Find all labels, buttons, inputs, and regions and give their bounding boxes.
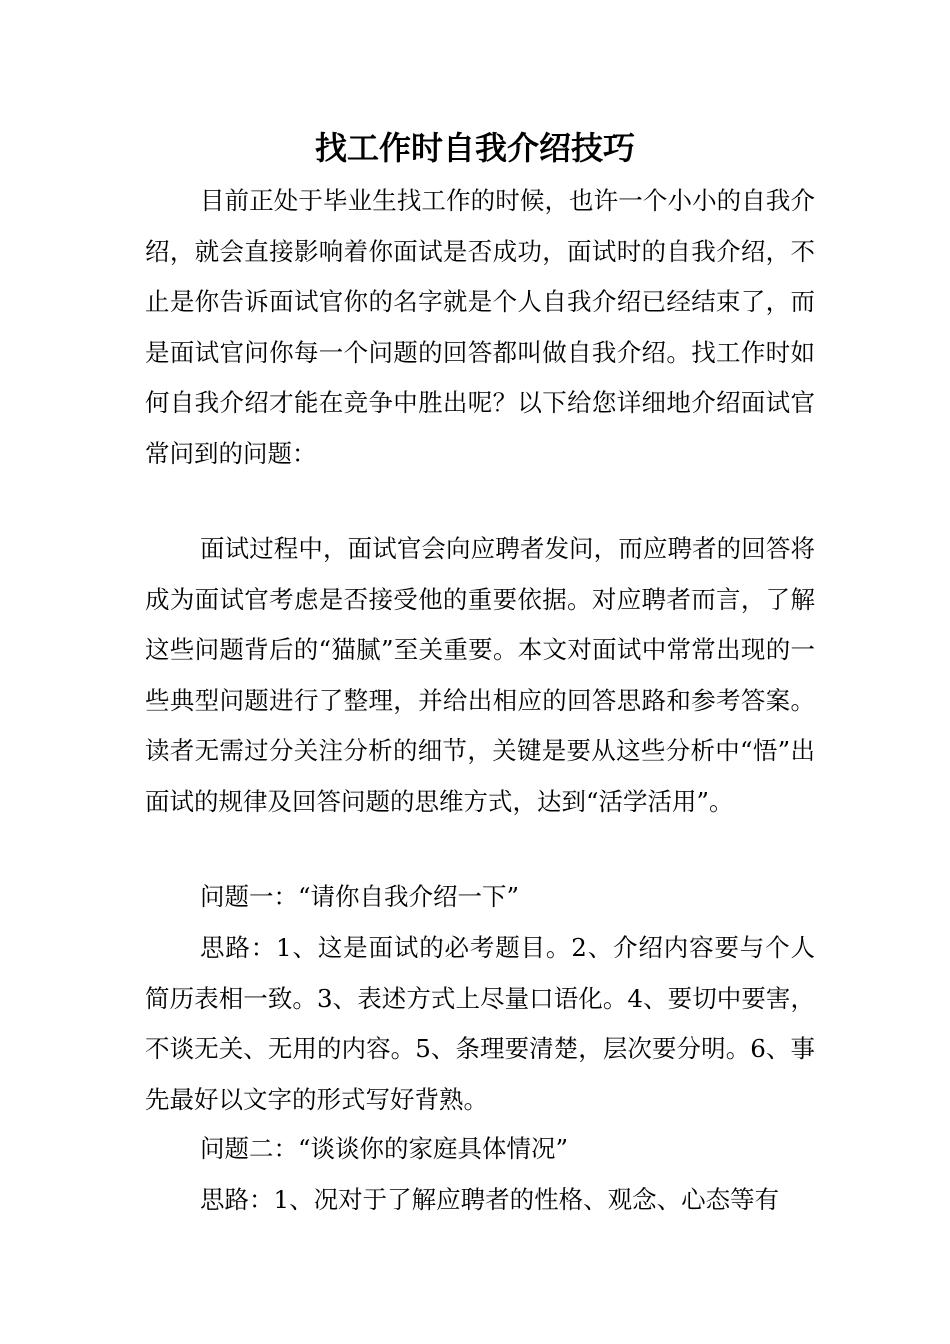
question-two-heading: 问题二：“谈谈你的家庭具体情况”	[200, 1134, 569, 1163]
question-one-answer: 思路：1、这是面试的必考题目。2、介绍内容要与个人简历表相一致。3、表述方式上尽量口语化。4、要切中要害，不谈无关、无用的内容。5、条理要清楚，层次要分明。6、事先最好以文字的形式写好背熟。	[145, 933, 815, 1114]
intro-paragraph: 目前正处于毕业生找工作的时候，也许一个小小的自我介绍，就会直接影响着你面试是否成功，面试时的自我介绍，不止是你告诉面试官你的名字就是个人自我介绍已经结束了，而是面试官问你每一个问题的回答都叫做自我介绍。找工作时如何自我介绍才能在竞争中胜出呢？以下给您详细地介绍面试官常问到的问题：	[145, 186, 815, 468]
interview-process-paragraph: 面试过程中，面试官会向应聘者发问，而应聘者的回答将成为面试官考虑是否接受他的重要依据。对应聘者而言，了解这些问题背后的“猫腻”至关重要。本文对面试中常常出现的一些典型问题进行了整理，并给出相应的回答思路和参考答案。读者无需过分关注分析的细节，关键是要从这些分析中“悟”出面试的规律及回答问题的思维方式，达到“活学活用”。	[145, 534, 815, 816]
question-two-answer: 思路：1、况对于了解应聘者的性格、观念、心态等有	[200, 1185, 780, 1214]
document-title: 找工作时自我介绍技巧	[314, 129, 635, 167]
question-one-heading: 问题一：“请你自我介绍一下”	[200, 882, 520, 911]
